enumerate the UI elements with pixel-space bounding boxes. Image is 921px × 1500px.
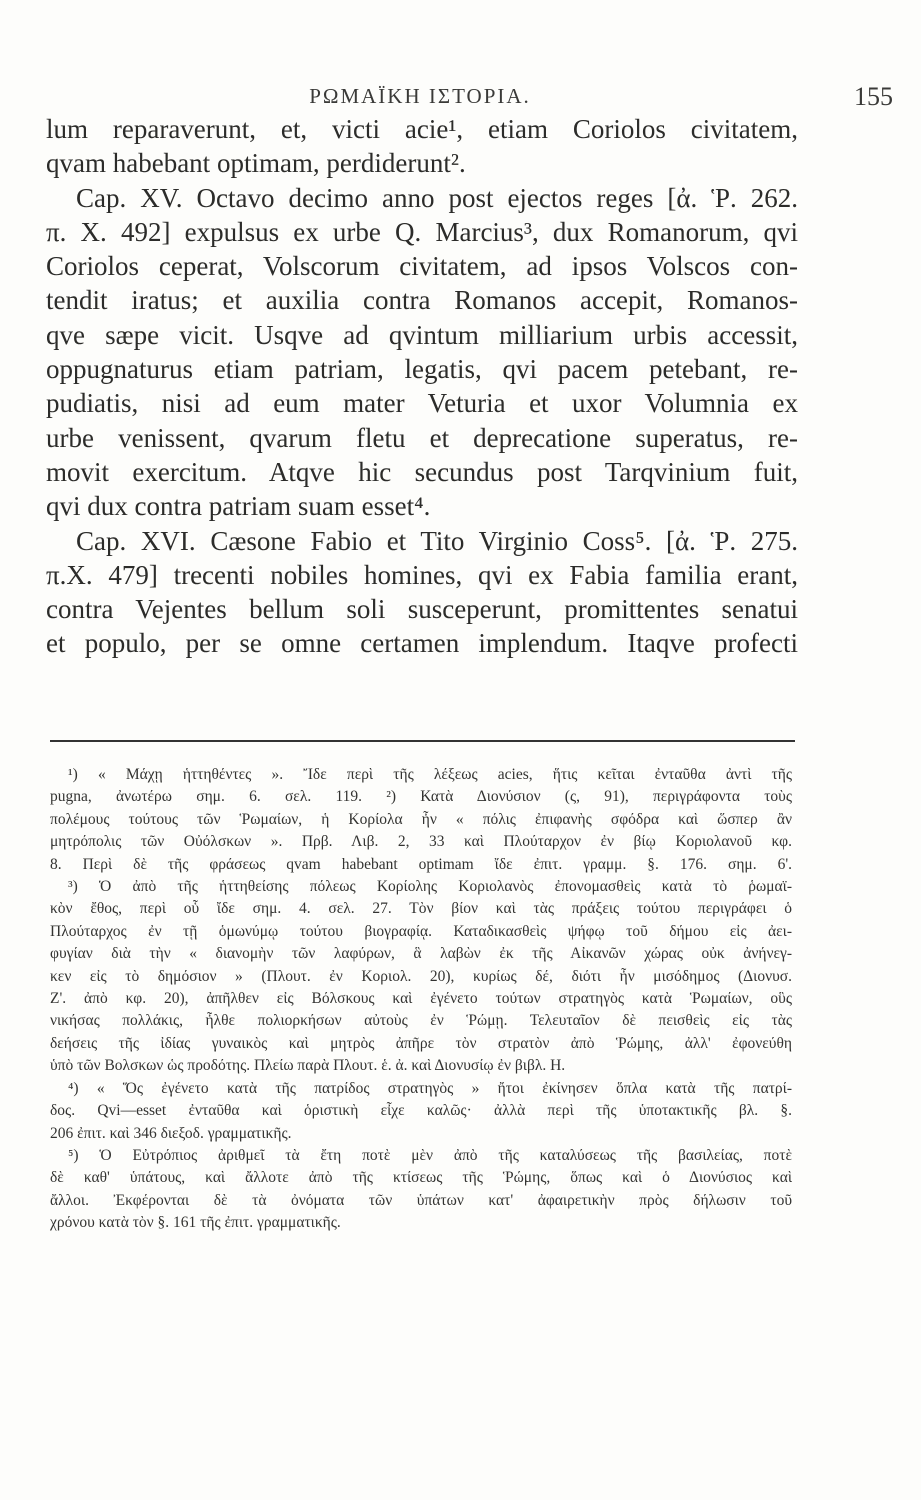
footnote-line: δεήσεις τῆς ἰδίας γυναικὸς καὶ μητρὸς ἀπῆρε τὸν στρατὸν ἀπὸ Ῥώμης, ἀλλ' ἐφονεύθη (50, 1034, 792, 1052)
footnote-line: νικήσας πολλάκις, ἦλθε πολιορκήσων αὐτοὺς ἐν Ῥώμῃ. Τελευταῖον δὲ πεισθεὶς εἰς τὰς (50, 1012, 792, 1030)
main-line: Coriolos ceperat, Volscorum civitatem, ad ipsos Volscos con- (46, 251, 798, 282)
footnote-line: 8. Περὶ δὲ τῆς φράσεως qvam habebant optimam ἴδε ἐπιτ. γραμμ. §. 176. σημ. 6'. (50, 855, 792, 873)
main-line: qvi dux contra patriam suam esset⁴. (46, 491, 431, 522)
footnote-line: ἄλλοι. Ἐκφέρονται δὲ τὰ ὀνόματα τῶν ὑπάτων κατ' ἀφαιρετικὴν πρὸς δήλωσιν τοῦ (50, 1191, 792, 1209)
main-text (46, 112, 798, 661)
footnote-line: κεν εἰς τὸ δημόσιον » (Πλουτ. ἐν Κοριολ. 20), κυρίως δέ, διότι ἦν μισόδημος (Διονυσ. (50, 967, 792, 985)
footnotes (50, 764, 792, 1235)
main-line: Cap. XV. Octavo decimo anno post ejectos reges [ἀ. Ῥ. 262. (76, 182, 798, 213)
footnote-line: μητρόπολις τῶν Οὐόλσκων ». Πρβ. Λιβ. 2, 33 καὶ Πλούταρχον ἐν βίῳ Κοριολανοῦ κφ. (50, 833, 792, 851)
main-line: urbe venissent, qvarum fletu et deprecatione superatus, re- (46, 422, 798, 453)
footnote-line: ³) Ὁ ἀπὸ τῆς ἡττηθείσης πόλεως Κορίολης Κοριολανὸς ἐπονομασθεὶς κατὰ τὸ ῥωμαϊ- (68, 878, 792, 896)
footnote-line: κὸν ἔθος, περὶ οὗ ἴδε σημ. 4. σελ. 27. Τὸν βίον καὶ τὰς πράξεις τούτου περιγράφει ὁ (50, 900, 792, 918)
footnote-line: πολέμους τούτους τῶν Ῥωμαίων, ἡ Κορίολα ἦν « πόλις ἐπιφανὴς σφόδρα καὶ ὥσπερ ἂν (50, 810, 792, 828)
footnote-line: ὑπὸ τῶν Βολσκων ὡς προδότης. Πλείω παρὰ Πλουτ. ἑ. ἀ. καὶ Διονυσίῳ ἐν βιβλ. Η. (50, 1057, 566, 1075)
main-line: contra Vejentes bellum soli susceperunt, promittentes senatui (46, 594, 798, 625)
footnote-line: ⁴) « Ὅς ἐγένετο κατὰ τῆς πατρίδος στρατηγὸς » ἤτοι ἐκίνησεν ὅπλα κατὰ τῆς πατρί- (68, 1079, 792, 1097)
footnote-line: pugna, ἀνωτέρω σημ. 6. σελ. 119. ²) Κατὰ Διονύσιον (ς, 91), περιγράφοντα τοὺς (50, 788, 792, 806)
footnote-divider (50, 740, 795, 742)
main-line: tendit iratus; et auxilia contra Romanos accepit, Romanos- (46, 285, 798, 316)
footnote-line: 206 ἐπιτ. καὶ 346 διεξοδ. γραμματικῆς. (50, 1124, 292, 1142)
page-number: 155 (854, 82, 893, 111)
footnote-line: Ζ'. ἀπὸ κφ. 20), ἀπῆλθεν εἰς Βόλσκους καὶ ἐγένετο τούτων στρατηγὸς κατὰ Ῥωμαίων, οὓς (50, 990, 792, 1008)
footnote-line: φυγίαν διὰ τὴν « διανομὴν τῶν λαφύρων, ἃ λαβὼν ἐκ τῆς Αἰκανῶν χώρας οὐκ ἀνήνεγ- (50, 945, 792, 963)
main-line: qvam habebant optimam, perdiderunt². (46, 148, 466, 179)
main-line: pudiatis, nisi ad eum mater Veturia et uxor Volumnia ex (46, 388, 798, 419)
footnote-line: χρόνου κατὰ τὸν §. 161 τῆς ἐπιτ. γραμματικῆς. (50, 1214, 341, 1232)
footnote-line: ¹) « Μάχῃ ἡττηθέντες ». Ἴδε περὶ τῆς λέξεως acies, ἥτις κεῖται ἐνταῦθα ἀντὶ τῆς (68, 766, 792, 783)
main-line: movit exercitum. Atqve hic secundus post Tarqvinium fuit, (46, 456, 798, 487)
main-line: et populo, per se omne certamen implendum. Itaqve profecti (46, 628, 798, 659)
main-line: oppugnaturus etiam patriam, legatis, qvi pacem petebant, re- (46, 354, 798, 385)
main-line: lum reparaverunt, et, victi acie¹, etiam Coriolos civitatem, (46, 114, 798, 144)
footnote-line: ⁵) Ὁ Εὐτρόπιος ἀριθμεῖ τὰ ἔτη ποτὲ μὲν ἀπὸ τῆς καταλύσεως τῆς βασιλείας, ποτὲ (68, 1146, 792, 1164)
main-line: qve sæpe vicit. Usqve ad qvintum milliarium urbis accessit, (46, 319, 798, 350)
footnote-line: Πλούταρχος ἐν τῇ ὁμωνύμῳ τούτου βιογραφίᾳ. Καταδικασθεὶς ψήφῳ τοῦ δήμου εἰς ἀει- (50, 922, 792, 940)
footnote-line: δος. Qvi—esset ἐνταῦθα καὶ ὁριστικὴ εἶχε καλῶς· ἀλλὰ περὶ τῆς ὑποτακτικῆς βλ. §. (50, 1102, 792, 1120)
main-line: Cap. XVI. Cæsone Fabio et Tito Virginio Coss⁵. [ἀ. Ῥ. 275. (76, 525, 798, 556)
main-line: π.X. 479] trecenti nobiles homines, qvi ex Fabia familia erant, (46, 559, 798, 590)
main-line: π. X. 492] expulsus ex urbe Q. Marcius³, dux Romanorum, qvi (46, 216, 798, 247)
footnote-line: δὲ καθ' ὑπάτους, καὶ ἄλλοτε ἀπὸ τῆς κτίσεως τῆς Ῥώμης, ὅπως καὶ ὁ Διονύσιος καὶ (50, 1169, 792, 1187)
running-title: ΡΩΜΑΪΚΗ ΙΣΤΟΡΙΑ. (309, 84, 531, 108)
